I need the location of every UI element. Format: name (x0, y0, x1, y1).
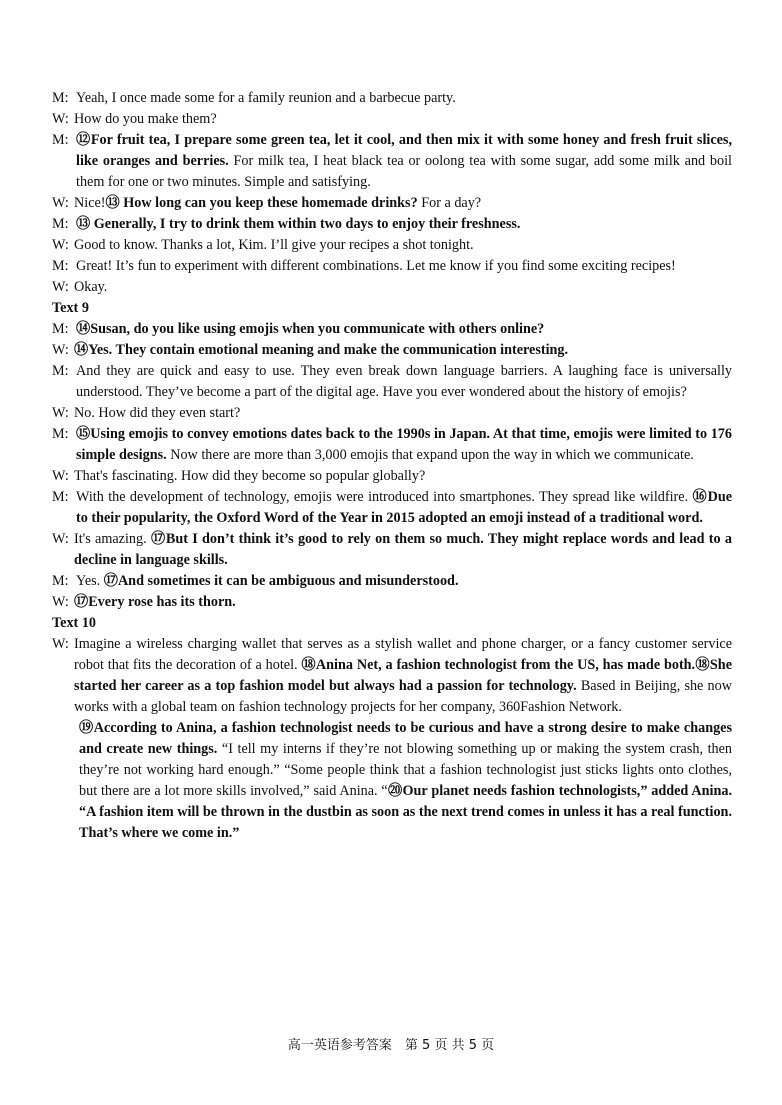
dialogue-text: Great! It’s fun to experiment with different combinations. Let me know if you find some exciting recipes! (76, 258, 676, 274)
speaker-label: M: (52, 573, 69, 589)
dialogue-text: Nice! (74, 195, 106, 211)
dialogue-turn (52, 340, 732, 361)
dialogue-turn (52, 88, 732, 109)
dialogue-turn (52, 592, 732, 613)
dialogue-text: Good to know. Thanks a lot, Kim. I’ll give your recipes a shot tonight. (74, 237, 474, 253)
answer-text: ⑬ Generally, I try to drink them within two days to enjoy their freshness. (76, 216, 521, 232)
dialogue-turn (52, 529, 732, 571)
answer-text: ⑱Anina Net, a fashion technologist from the US, has made both.⑱She started her career as a top fashion model but always had a passion for technology. (74, 657, 732, 694)
answer-text: ⑲According to Anina, a fashion technologist needs to be curious and have a strong desire to make changes and create new things. (79, 720, 732, 757)
dialogue-text: How do you make them? (74, 111, 217, 127)
speaker-label: M: (52, 216, 69, 232)
dialogue-text: Now there are more than 3,000 emojis that expand upon the way in which we communicate. (166, 447, 694, 463)
dialogue-text: For a day? (417, 195, 482, 211)
dialogue-turn (52, 403, 732, 424)
answer-text: ⑭Yes. They contain emotional meaning and make the communication interesting. (74, 342, 569, 358)
dialogue-turn (52, 256, 732, 277)
speaker-label: W: (52, 279, 69, 295)
dialogue-turn (52, 130, 732, 193)
dialogue-text: With the development of technology, emojis were introduced into smartphones. They spread like wildfire. (76, 489, 693, 505)
answer-text: ⑳Our planet needs fashion technologists,” added Anina. “A fashion item will be thrown in the dustbin as soon as the next trend comes in unless it has a real function. That’s where we come in.” (79, 783, 732, 841)
dialogue-turn (52, 487, 732, 529)
speaker-label: M: (52, 426, 69, 442)
speaker-label: M: (52, 489, 69, 505)
dialogue-turn (52, 466, 732, 487)
speaker-label: M: (52, 321, 69, 337)
dialogue-turn (52, 235, 732, 256)
answer-text: ⑬ How long can you keep these homemade drinks? (105, 195, 418, 211)
speaker-label: W: (52, 405, 69, 421)
dialogue-text: That's fascinating. How did they become so popular globally? (74, 468, 426, 484)
dialogue-turn (52, 319, 732, 340)
dialogue-text: Imagine a wireless charging wallet that serves as a stylish wallet and phone charger, or a fancy customer service robot that fits the decoration of a hotel. (74, 636, 732, 673)
page-footer: 高一英语参考答案 第 5 页 共 5 页 (287, 1038, 495, 1053)
dialogue-turn (52, 361, 732, 403)
section-heading: Text 9 (52, 300, 89, 316)
speaker-label: W: (52, 594, 69, 610)
speaker-label: W: (52, 636, 69, 652)
answer-text: ⑯Due to their popularity, the Oxford Word of the Year in 2015 adopted an emoji instead of a traditional word. (76, 489, 733, 526)
speaker-label: W: (52, 237, 69, 253)
speaker-label: W: (52, 195, 69, 211)
paragraph (52, 718, 732, 844)
dialogue-text: And they are quick and easy to use. They even break down language barriers. A laughing face is universally understood. They’ve become a part of the digital age. Have you ever wondered about the history of emojis? (76, 363, 732, 400)
dialogue-text: Yeah, I once made some for a family reunion and a barbecue party. (76, 90, 456, 106)
answer-text: ⑭Susan, do you like using emojis when you communicate with others online? (76, 321, 545, 337)
dialogue-text: Based in Beijing, she now works with a global team on fashion technology projects for her company, 360Fashion Network. (74, 678, 732, 715)
speaker-label: M: (52, 90, 69, 106)
dialogue-text: It's amazing. (74, 531, 151, 547)
transcript (52, 88, 732, 844)
dialogue-turn (52, 214, 732, 235)
section-heading: Text 10 (52, 615, 97, 631)
speaker-label: W: (52, 468, 69, 484)
speaker-label: W: (52, 342, 69, 358)
dialogue-turn (52, 634, 732, 718)
dialogue-text: Yes. (76, 573, 104, 589)
dialogue-turn (52, 193, 732, 214)
speaker-label: M: (52, 258, 69, 274)
speaker-label: W: (52, 111, 69, 127)
dialogue-turn (52, 571, 732, 592)
speaker-label: M: (52, 132, 69, 148)
speaker-label: M: (52, 363, 69, 379)
answer-text: ⑰But I don’t think it’s good to rely on them so much. They might replace words and lead to a decline in language skills. (74, 531, 732, 568)
answer-text: ⑫For fruit tea, I prepare some green tea, let it cool, and then mix it with some honey and fresh fruit slices, like oranges and berries. (76, 132, 732, 169)
speaker-label: W: (52, 531, 69, 547)
dialogue-text: No. How did they even start? (74, 405, 241, 421)
dialogue-turn (52, 109, 732, 130)
dialogue-turn (52, 277, 732, 298)
dialogue-text: Okay. (74, 279, 108, 295)
answer-text: ⑮Using emojis to convey emotions dates back to the 1990s in Japan. At that time, emojis were limited to 176 simple designs. (76, 426, 732, 463)
dialogue-turn (52, 424, 732, 466)
dialogue-text: For milk tea, I heat black tea or oolong tea with some sugar, add some milk and boil them for one or two minutes. Simple and satisfying. (76, 153, 733, 190)
dialogue-text: “I tell my interns if they’re not blowing something up or making the system crash, then they’re not working hard enough.” “Some people think that a fashion technologist just sticks lights onto clothes, but there are a lot more skills involved,” said Anina. “ (79, 741, 733, 799)
answer-text: ⑰And sometimes it can be ambiguous and misunderstood. (103, 573, 459, 589)
answer-text: ⑰Every rose has its thorn. (74, 594, 236, 610)
